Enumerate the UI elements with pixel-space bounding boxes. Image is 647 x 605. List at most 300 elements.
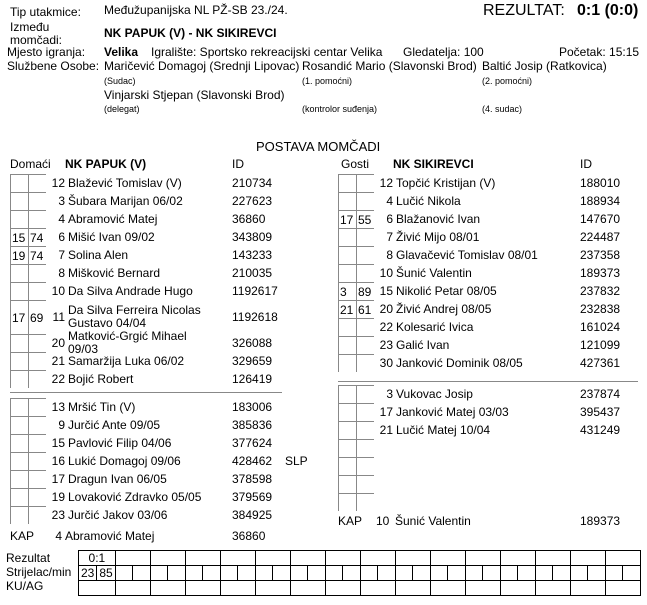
score-cell xyxy=(535,581,570,596)
player-name: Jurčić Ante 09/05 xyxy=(68,417,161,432)
box-cell xyxy=(10,192,28,210)
score-cell xyxy=(570,581,605,596)
player-number: 4 xyxy=(58,212,65,226)
player-row xyxy=(338,228,638,246)
box-cell: 69 xyxy=(28,300,46,334)
player-number: 3 xyxy=(386,387,393,401)
kickoff: Početak: 15:15 xyxy=(559,45,640,59)
box-cell xyxy=(338,264,356,282)
ku-ag-label: KU/AG xyxy=(6,579,44,593)
match-type-label: Tip utakmice: xyxy=(10,5,81,19)
player-id: 1192617 xyxy=(232,284,278,298)
box-cell xyxy=(28,488,46,506)
box-cell xyxy=(338,493,356,511)
box-cell xyxy=(356,264,374,282)
player-row xyxy=(10,210,330,228)
score-row xyxy=(79,566,641,581)
score-cell xyxy=(115,566,133,581)
score-cell xyxy=(378,566,396,581)
player-name: Da Silva Andrade Hugo xyxy=(68,283,193,298)
player-number: 16 xyxy=(51,454,65,468)
score-cell xyxy=(360,566,378,581)
box-cell xyxy=(10,470,28,488)
player-number: 11 xyxy=(52,310,65,324)
teams: NK PAPUK (V) - NK SIKIREVCI xyxy=(104,26,277,40)
box-cell xyxy=(338,403,356,421)
box-cell xyxy=(338,174,356,192)
player-id: 237832 xyxy=(580,284,621,298)
score-cell xyxy=(395,566,413,581)
score-cell xyxy=(605,566,623,581)
home-captain-id: 36860 xyxy=(232,529,266,543)
away-id-header: ID xyxy=(580,157,592,171)
player-name: Solina Alen xyxy=(68,247,129,262)
player-row xyxy=(10,370,330,388)
away-captain-label: KAP xyxy=(338,514,363,528)
box-cell xyxy=(356,457,374,475)
player-number: 21 xyxy=(379,423,393,437)
box-cell xyxy=(28,174,46,192)
box-cell xyxy=(338,475,356,493)
player-id: 232838 xyxy=(580,302,621,316)
player-row xyxy=(338,264,638,282)
score-cell xyxy=(255,581,290,596)
player-number: 10 xyxy=(51,284,65,298)
score-cell xyxy=(150,566,168,581)
venue-label: Mjesto igranja: xyxy=(7,45,86,59)
official-role: (4. sudac) xyxy=(482,104,523,114)
player-name: Šunić Valentin xyxy=(396,265,472,280)
player-number: 12 xyxy=(51,176,65,190)
player-row xyxy=(10,228,330,246)
box-cell xyxy=(10,352,28,370)
player-row xyxy=(10,246,330,264)
player-id: 1192618 xyxy=(232,310,278,324)
score-cell xyxy=(588,566,606,581)
player-id: 427361 xyxy=(580,356,621,370)
player-row xyxy=(10,416,330,434)
box-cell xyxy=(338,457,356,475)
player-id: 143233 xyxy=(232,248,273,262)
box-cell xyxy=(356,439,374,457)
box-cell xyxy=(356,403,374,421)
score-cell xyxy=(465,566,483,581)
player-row xyxy=(10,174,330,192)
box-cell xyxy=(10,264,28,282)
player-name: Mišković Bernard xyxy=(68,265,161,280)
player-number: 7 xyxy=(58,248,65,262)
player-name: Lučić Nikola xyxy=(396,193,461,208)
result: 0:1 (0:0) xyxy=(577,2,639,19)
box-cell xyxy=(10,434,28,452)
score-cell: 85 xyxy=(97,566,115,581)
box-cell xyxy=(28,282,46,300)
player-number: 20 xyxy=(379,302,393,316)
away-captain-id: 189373 xyxy=(580,514,621,528)
teams-label: Između xyxy=(10,20,50,34)
box-cell: 17 xyxy=(338,210,356,228)
official-name: Rosandić Mario (Slavonski Brod) xyxy=(302,59,477,73)
player-name: Mišić Ivan 09/02 xyxy=(68,229,155,244)
box-cell: 19 xyxy=(10,246,28,264)
player-id: 183006 xyxy=(232,400,273,414)
box-cell xyxy=(356,493,374,511)
score-cell xyxy=(430,551,465,566)
venue: Velika xyxy=(104,45,139,59)
spectators: Gledatelja: 100 xyxy=(403,45,484,59)
official-role: (kontrolor suđenja) xyxy=(302,104,378,114)
player-number: 17 xyxy=(379,405,393,419)
player-id: 126419 xyxy=(232,372,273,386)
player-number: 10 xyxy=(379,266,393,280)
player-row xyxy=(10,470,330,488)
home-captain-name: Abramović Matej xyxy=(65,529,155,543)
box-cell xyxy=(28,434,46,452)
score-cell xyxy=(255,551,290,566)
home-captain-label: KAP xyxy=(10,529,35,543)
score-cell xyxy=(220,566,238,581)
box-cell xyxy=(356,228,374,246)
home-captain-num: 4 xyxy=(55,529,62,543)
score-cell xyxy=(220,581,255,596)
scorer-label: Strijelac/min xyxy=(6,565,72,579)
score-cell xyxy=(465,551,500,566)
away-side-label: Gosti xyxy=(341,157,370,171)
box-cell xyxy=(356,174,374,192)
score-cell xyxy=(500,581,535,596)
player-name: Glavačević Tomislav 08/01 xyxy=(396,247,538,262)
player-id: 329659 xyxy=(232,354,273,368)
player-row xyxy=(338,192,638,210)
box-cell xyxy=(10,370,28,388)
player-id: 161024 xyxy=(580,320,621,334)
score-cell xyxy=(605,551,640,566)
player-row xyxy=(338,318,638,336)
player-number: 13 xyxy=(51,400,65,414)
player-number: 12 xyxy=(379,176,393,190)
box-cell xyxy=(356,246,374,264)
box-cell xyxy=(28,370,46,388)
score-cell xyxy=(535,566,553,581)
score-cell xyxy=(150,581,185,596)
teams-label-2: momčadi: xyxy=(10,33,63,47)
box-cell xyxy=(338,354,356,372)
player-row xyxy=(10,452,330,470)
player-name: Lučić Matej 10/04 xyxy=(396,422,491,437)
player-number: 17 xyxy=(51,472,65,486)
score-label: Rezultat xyxy=(6,551,51,565)
box-cell: 21 xyxy=(338,300,356,318)
divider xyxy=(10,392,282,393)
home-team: NK PAPUK (V) xyxy=(65,157,147,171)
box-cell xyxy=(338,318,356,336)
player-id: 237874 xyxy=(580,387,621,401)
score-row xyxy=(79,551,641,566)
score-cell xyxy=(343,566,361,581)
player-row xyxy=(338,210,638,228)
score-cell xyxy=(360,551,395,566)
official-role: (2. pomoćni) xyxy=(482,76,533,86)
score-cell xyxy=(203,566,221,581)
score-cell xyxy=(325,551,360,566)
player-number: 23 xyxy=(51,508,65,522)
box-cell xyxy=(28,192,46,210)
away-captain-name: Šunić Valentin xyxy=(395,514,471,528)
divider xyxy=(338,381,638,382)
player-name: Nikolić Petar 08/05 xyxy=(396,283,497,298)
player-number: 8 xyxy=(386,248,393,262)
player-row xyxy=(338,493,638,511)
score-cell xyxy=(290,551,325,566)
player-id: 237358 xyxy=(580,248,621,262)
score-cell xyxy=(623,566,641,581)
box-cell: 17 xyxy=(10,300,28,334)
score-cell xyxy=(448,566,466,581)
player-number: 15 xyxy=(51,436,65,450)
player-name: Blažević Tomislav (V) xyxy=(68,175,182,190)
player-id: 121099 xyxy=(580,338,621,352)
player-row xyxy=(10,506,330,524)
box-cell xyxy=(10,452,28,470)
score-cell xyxy=(185,581,220,596)
player-number: 20 xyxy=(51,336,65,350)
player-number: 4 xyxy=(386,194,393,208)
box-cell xyxy=(10,398,28,416)
player-id: 224487 xyxy=(580,230,621,244)
player-row xyxy=(10,352,330,370)
player-number: 6 xyxy=(58,230,65,244)
box-cell: 74 xyxy=(28,228,46,246)
box-cell xyxy=(10,282,28,300)
score-cell: 0:1 xyxy=(79,551,116,566)
away-team: NK SIKIREVCI xyxy=(393,157,474,171)
player-number: 19 xyxy=(51,490,65,504)
box-cell xyxy=(338,228,356,246)
player-name: Galić Ivan xyxy=(396,337,450,352)
score-cell xyxy=(500,566,518,581)
score-cell xyxy=(413,566,431,581)
score-cell xyxy=(570,566,588,581)
score-cell xyxy=(605,581,640,596)
box-cell: 74 xyxy=(28,246,46,264)
official-role: (1. pomoćni) xyxy=(302,76,353,86)
player-id: 189373 xyxy=(580,266,621,280)
player-row xyxy=(338,421,638,439)
score-cell xyxy=(220,551,255,566)
player-number: 22 xyxy=(379,320,393,334)
player-row xyxy=(338,300,638,318)
score-cell xyxy=(430,566,448,581)
score-cell xyxy=(115,581,150,596)
player-id: 188010 xyxy=(580,176,621,190)
player-id: 384925 xyxy=(232,508,273,522)
player-name: Lukić Domagoj 09/06 xyxy=(68,453,181,468)
score-cell xyxy=(570,551,605,566)
player-row xyxy=(338,282,638,300)
score-cell xyxy=(79,581,116,596)
player-row xyxy=(338,475,638,493)
player-id: 210734 xyxy=(232,176,273,190)
player-number: 8 xyxy=(58,266,65,280)
player-id: 188934 xyxy=(580,194,621,208)
score-cell xyxy=(395,581,430,596)
box-cell xyxy=(356,385,374,403)
player-row xyxy=(10,488,330,506)
player-name: Blažanović Ivan xyxy=(396,211,481,226)
player-id: 377624 xyxy=(232,436,273,450)
player-row xyxy=(338,336,638,354)
player-name: Kolesarić Ivica xyxy=(396,319,474,334)
player-name: Dragun Ivan 06/05 xyxy=(68,471,167,486)
player-number: 3 xyxy=(58,194,65,208)
score-cell: 23 xyxy=(79,566,97,581)
lineup-title: POSTAVA MOMČADI xyxy=(256,139,381,154)
player-id: 326088 xyxy=(232,336,273,350)
box-cell xyxy=(28,452,46,470)
player-row xyxy=(338,354,638,372)
player-id: 395437 xyxy=(580,405,621,419)
box-cell xyxy=(28,210,46,228)
player-id: 36860 xyxy=(232,212,266,226)
score-cell xyxy=(168,566,186,581)
box-cell xyxy=(338,385,356,403)
player-name: Matković-Grgić Mihael 09/03 xyxy=(68,329,187,356)
player-name: Živić Mijo 08/01 xyxy=(396,229,480,244)
player-id: 147670 xyxy=(580,212,621,226)
box-cell: 3 xyxy=(338,282,356,300)
home-side-label: Domaći xyxy=(10,157,51,171)
player-number: 15 xyxy=(379,284,393,298)
player-row xyxy=(10,192,330,210)
player-name: Da Silva Ferreira Nicolas Gustavo 04/04 xyxy=(68,303,201,330)
score-cell xyxy=(483,566,501,581)
box-cell xyxy=(28,334,46,352)
box-cell xyxy=(28,416,46,434)
player-name: Abramović Matej xyxy=(68,211,158,226)
box-cell: 15 xyxy=(10,228,28,246)
player-number: 22 xyxy=(51,372,65,386)
player-name: Šubara Marijan 06/02 xyxy=(68,193,183,208)
score-cell xyxy=(553,566,571,581)
box-cell xyxy=(356,336,374,354)
player-name: Živić Andrej 08/05 xyxy=(396,301,492,316)
player-row xyxy=(338,246,638,264)
score-cell xyxy=(308,566,326,581)
box-cell xyxy=(356,475,374,493)
player-row xyxy=(10,398,330,416)
player-number: 6 xyxy=(386,212,393,226)
score-table xyxy=(78,550,641,596)
official-name: Vinjarski Stjepan (Slavonski Brod) xyxy=(104,88,285,102)
player-number: 23 xyxy=(379,338,393,352)
officials-label: Službene Osobe: xyxy=(7,59,100,73)
player-name: Vukovac Josip xyxy=(396,386,473,401)
player-row xyxy=(338,457,638,475)
score-cell xyxy=(290,581,325,596)
score-cell xyxy=(273,566,291,581)
box-cell xyxy=(356,192,374,210)
player-row xyxy=(338,385,638,403)
box-cell xyxy=(28,352,46,370)
box-cell xyxy=(28,506,46,524)
result-label: REZULTAT: xyxy=(483,2,565,19)
score-cell xyxy=(395,551,430,566)
player-name: Bojić Robert xyxy=(68,371,134,386)
player-name: Janković Dominik 08/05 xyxy=(396,355,523,370)
box-cell xyxy=(10,210,28,228)
player-number: 9 xyxy=(58,418,65,432)
score-cell xyxy=(290,566,308,581)
player-row xyxy=(10,264,330,282)
player-row xyxy=(10,329,330,356)
score-cell xyxy=(238,566,256,581)
score-cell xyxy=(133,566,151,581)
box-cell xyxy=(356,421,374,439)
score-cell xyxy=(150,551,185,566)
official-role: (Sudac) xyxy=(104,76,136,86)
player-note: SLP xyxy=(285,454,308,468)
score-row xyxy=(79,581,641,596)
box-cell: 61 xyxy=(356,300,374,318)
match-type: Međužupanijska NL PŽ-SB 23./24. xyxy=(104,3,288,17)
box-cell xyxy=(338,439,356,457)
player-row xyxy=(10,434,330,452)
box-cell xyxy=(28,264,46,282)
score-cell xyxy=(115,551,150,566)
home-id-header: ID xyxy=(232,157,244,171)
score-cell xyxy=(500,551,535,566)
score-table-labels xyxy=(6,551,71,593)
player-name: Lovaković Zdravko 05/05 xyxy=(68,489,202,504)
box-cell xyxy=(10,174,28,192)
box-cell xyxy=(28,470,46,488)
player-number: 7 xyxy=(386,230,393,244)
player-id: 428462 xyxy=(232,454,273,468)
player-name: Pavlović Filip 04/06 xyxy=(68,435,172,450)
player-row xyxy=(338,174,638,192)
player-id: 431249 xyxy=(580,423,621,437)
player-name: Topčić Kristijan (V) xyxy=(396,175,496,190)
box-cell xyxy=(338,421,356,439)
player-row xyxy=(10,282,330,300)
box-cell xyxy=(338,192,356,210)
player-id: 227623 xyxy=(232,194,273,208)
player-id: 385836 xyxy=(232,418,273,432)
score-cell xyxy=(325,566,343,581)
player-id: 379569 xyxy=(232,490,273,504)
box-cell xyxy=(338,246,356,264)
player-id: 343809 xyxy=(232,230,273,244)
ground: Igralište: Sportsko rekreacijski centar Velika xyxy=(151,45,383,59)
score-cell xyxy=(185,566,203,581)
box-cell xyxy=(356,318,374,336)
official-name: Maričević Domagoj (Srednji Lipovac) xyxy=(104,59,300,73)
score-cell xyxy=(185,551,220,566)
player-number: 30 xyxy=(379,356,393,370)
box-cell xyxy=(10,488,28,506)
box-cell xyxy=(356,354,374,372)
score-cell xyxy=(518,566,536,581)
score-cell xyxy=(255,566,273,581)
score-cell xyxy=(535,551,570,566)
player-row xyxy=(338,439,638,457)
box-cell xyxy=(10,334,28,352)
player-id: 378598 xyxy=(232,472,273,486)
player-number: 21 xyxy=(51,354,65,368)
player-name: Janković Matej 03/03 xyxy=(396,404,509,419)
box-cell xyxy=(10,506,28,524)
box-cell xyxy=(338,336,356,354)
